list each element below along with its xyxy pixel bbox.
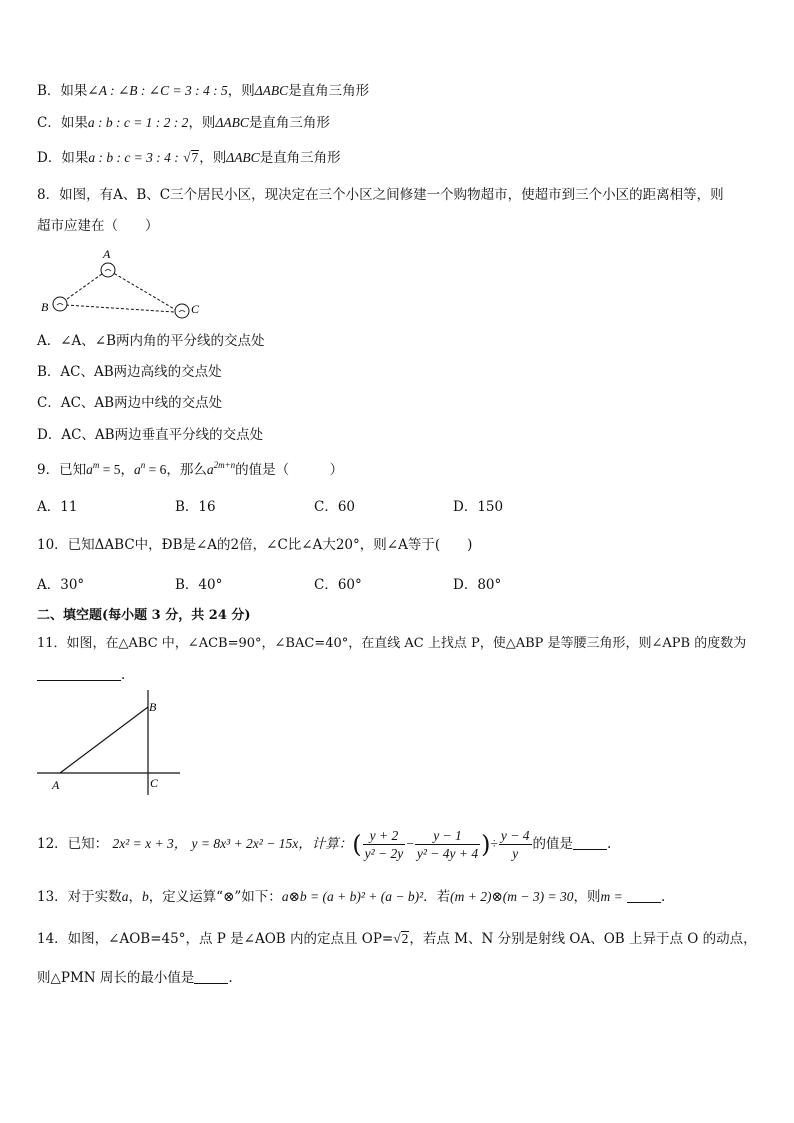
q10-option-a: A．30°: [37, 577, 85, 593]
q7-option-d-math: a : b : c = 3 : 4 :: [88, 150, 179, 165]
q7-option-b-math: ∠A : ∠B : ∠C = 3 : 4 : 5: [87, 83, 228, 98]
q11-label-c: C: [150, 776, 159, 790]
q9-stem: 9．已知$a^m = 5$，$a^n = 6$，那么$a^{2m+n}$的值是（ ）: [37, 460, 344, 478]
q14-answer-blank[interactable]: [194, 971, 228, 984]
q9-option-b: B．16: [175, 499, 216, 515]
q12-fraction-3: $\frac{y - 4}{y}$: [500, 828, 530, 861]
q11-stem: 11．如图，在△ABC 中，∠ACB=90°，∠BAC=40°，在直线 AC 上找点 P，使△ABP 是等腰三角形，则∠APB 的度数为: [37, 636, 747, 651]
q13-answer-blank[interactable]: [627, 890, 661, 903]
q14-stem-line2: 则△PMN 周长的最小值是 .: [37, 970, 233, 986]
q12-fraction-2: $\frac{y - 1}{\text{y² − 4y + 4}}$: [416, 828, 479, 861]
q13-condition: (m + 2)⊗(m − 3) = 30: [450, 889, 574, 904]
q8-option-b: B．AC、AB两边高线的交点处: [37, 364, 222, 380]
q8-option-c: C．AC、AB两边中线的交点处: [37, 395, 223, 411]
q8-community-c: [175, 304, 189, 318]
q8-stem-line2: 超市应建在（ ）: [37, 218, 159, 234]
q11-figure: [37, 690, 187, 795]
q8-stem-line1: 8．如图，有A、B、C三个居民小区，现决定在三个小区之间修建一个购物超市，使超市到三个小区的距离相等，则: [37, 187, 724, 203]
q8-figure: [37, 244, 217, 324]
q10-option-d: D．80°: [453, 577, 502, 593]
section-title-fill-in: 二、填空题(每小题 3 分，共 24 分): [37, 608, 251, 623]
q8-option-a: A．∠A、∠B两内角的平分线的交点处: [37, 333, 265, 349]
sqrt-two: 2: [401, 931, 409, 946]
q10-option-b: B．40°: [175, 577, 223, 593]
q10-stem: 10．已知ΔABC中，ÐB是∠A的2倍，∠C比∠A大20°，则∠A等于( ): [37, 537, 473, 553]
q8-label-b: B: [41, 300, 49, 314]
q8-community-b: [53, 297, 67, 311]
q8-label-c: C: [191, 302, 200, 316]
q11-label-b: B: [149, 700, 157, 714]
q10-option-c: C．60°: [314, 577, 362, 593]
q7-option-c-math: a : b : c = 1 : 2 : 2: [87, 115, 189, 130]
q12-equation-1: 2x² = x + 3，: [112, 836, 188, 851]
q12-fraction-1: $\frac{y + 2}{\text{y² − 2y}}$: [364, 828, 404, 861]
q9-option-a: A．11: [37, 499, 78, 515]
q12-answer-blank[interactable]: [573, 837, 607, 850]
q14-stem-line1: 14．如图，∠AOB=45°，点 P 是∠AOB 内的定点且 OP=√2，若点 M、N 分别是射线 OA、OB 上异于点 O 的动点，: [37, 931, 757, 947]
q11-answer-line: .: [37, 666, 125, 684]
q7-option-c: C．如果a : b : c = 1 : 2 : 2，则ΔABC是直角三角形: [37, 115, 330, 131]
q11-answer-blank[interactable]: [37, 668, 121, 681]
q13-definition: a⊗b = (a + b)² + (a − b)²: [281, 889, 424, 904]
q9-option-c: C．60: [314, 499, 356, 515]
q13-stem: 13．对于实数a，b，定义运算“⊗”如下：a⊗b = (a + b)² + (a − b)²．若(m + 2)⊗(m − 3) = 30，则m = .: [37, 889, 666, 905]
sqrt-seven: 7: [191, 150, 199, 165]
q8-label-a: A: [103, 247, 111, 261]
q9-option-d: D．150: [453, 499, 504, 515]
q7-option-b: B．如果∠A : ∠B : ∠C = 3 : 4 : 5，则ΔABC是直角三角形: [37, 83, 370, 99]
q12-equation-2: y = 8x³ + 2x² − 15x，计算：: [191, 836, 353, 851]
q8-line-ab: [60, 271, 106, 304]
q8-option-d: D．AC、AB两边垂直平分线的交点处: [37, 427, 264, 443]
q8-line-bc: [66, 305, 174, 312]
q12-stem: 12．已知： 2x² = x + 3， y = 8x³ + 2x² − 15x，计算：( $\frac{y + 2}{\text{y² − 2y}}$ − $\frac{y - 1}{\text{y² − 4y + 4}}$ )÷ $\frac{y - 4}{y}$ 的值是 .: [37, 828, 612, 861]
q8-line-ac: [110, 271, 176, 310]
q11-line-ab: [60, 707, 148, 773]
q11-label-a: A: [52, 778, 60, 792]
q8-community-a: [101, 263, 115, 277]
q7-option-d: D．如果a : b : c = 3 : 4 : √7，则ΔABC是直角三角形: [37, 150, 341, 166]
